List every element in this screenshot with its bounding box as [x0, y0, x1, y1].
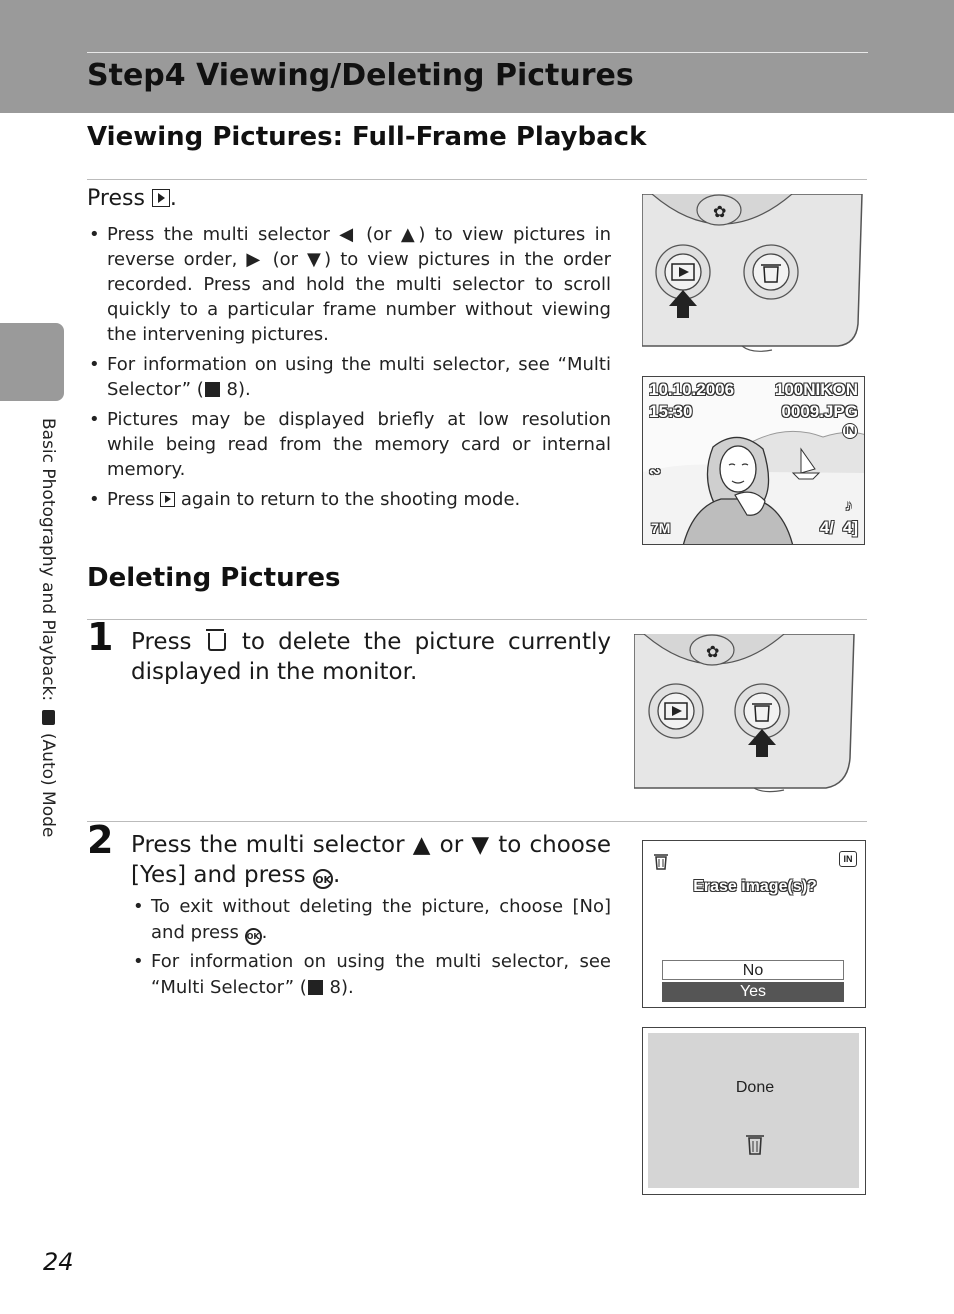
- erase-dialog-screen: [642, 840, 866, 1008]
- erase-dialog-title: Erase image(s)?: [693, 878, 817, 895]
- list-item: • For information on using the multi selector, see “Multi Selector” ( 8).: [87, 352, 611, 402]
- frame-number: 4/: [819, 518, 834, 537]
- list-item: • Pictures may be displayed briefly at low resolution while being read from the memory card or internal memory.: [87, 407, 611, 482]
- chapter-label-suffix: (Auto) Mode: [38, 732, 58, 838]
- playback-time: 15:30: [649, 402, 693, 421]
- svg-text:✿: ✿: [706, 642, 720, 661]
- camera-delete-button-figure: [634, 634, 858, 794]
- ok-button-icon: OK: [245, 928, 262, 945]
- section-rule: [87, 179, 867, 180]
- menu-option-yes[interactable]: Yes: [662, 982, 844, 1002]
- reference-icon: [205, 382, 220, 397]
- press-text: Press: [87, 186, 145, 211]
- press-playback-line: [87, 186, 177, 211]
- camera-playback-button-figure: [642, 194, 866, 354]
- trash-icon: [208, 633, 226, 651]
- playback-folder: 100NIKON: [774, 380, 858, 399]
- internal-memory-icon: IN: [842, 423, 858, 439]
- header-rule: [87, 52, 868, 53]
- header-band: [0, 0, 954, 113]
- playback-file: 0009.JPG: [781, 402, 858, 421]
- voice-memo-icon: ♪: [845, 497, 852, 513]
- chapter-label: [38, 418, 58, 837]
- chapter-label-prefix: Basic Photography and Playback:: [38, 418, 58, 702]
- internal-memory-icon: IN: [839, 851, 857, 867]
- step2-bullets: [131, 894, 611, 1004]
- list-item: • For information on using the multi selector, see “Multi Selector” ( 8).: [131, 949, 611, 1001]
- step-number: 2: [87, 818, 114, 862]
- done-screen: [642, 1027, 866, 1195]
- step1-text: Press to delete the picture currently displayed in the monitor.: [131, 629, 612, 685]
- section-rule: [87, 619, 867, 620]
- done-text: Done: [735, 1079, 775, 1096]
- page-title: Step4 Viewing/Deleting Pictures: [87, 58, 634, 93]
- vr-icon: ∾: [649, 463, 661, 479]
- camera-icon: [42, 710, 55, 725]
- trash-icon: [651, 851, 671, 871]
- menu-option-no[interactable]: No: [662, 960, 844, 980]
- playback-date: 10.10.2006: [649, 380, 735, 399]
- list-item: • Press the multi selector ◀ (or ▲) to view pictures in reverse order, ▶ (or ▼) to view pictures in the order recorded. Press and hold the multi selector to scroll quickly to a particular frame number without viewing the intervening pictures.: [87, 222, 611, 347]
- page-number: 24: [43, 1248, 74, 1276]
- frame-total: 4]: [842, 518, 858, 537]
- trash-icon: [743, 1131, 767, 1157]
- press-end: .: [169, 186, 177, 211]
- chapter-tab: [0, 323, 64, 401]
- playback-screen: [642, 376, 865, 545]
- playback-bullets: [87, 222, 611, 517]
- playback-button-icon: [160, 492, 175, 507]
- image-quality-icon: 7M: [651, 520, 671, 536]
- step-number: 1: [87, 615, 114, 659]
- list-item: • To exit without deleting the picture, choose [No] and press OK .: [131, 894, 611, 946]
- section-heading-playback: Viewing Pictures: Full-Frame Playback: [87, 122, 647, 152]
- reference-icon: [308, 980, 323, 995]
- section-heading-deleting: Deleting Pictures: [87, 563, 341, 593]
- step2-text: Press the multi selector ▲ or ▼ to choose [Yes] and press OK.: [131, 832, 611, 888]
- ok-button-icon: OK: [313, 869, 333, 889]
- playback-button-icon: [152, 189, 170, 207]
- section-rule: [87, 821, 867, 822]
- list-item: • Press again to return to the shooting mode.: [87, 487, 611, 512]
- svg-text:✿: ✿: [713, 202, 727, 221]
- done-panel: [648, 1033, 859, 1188]
